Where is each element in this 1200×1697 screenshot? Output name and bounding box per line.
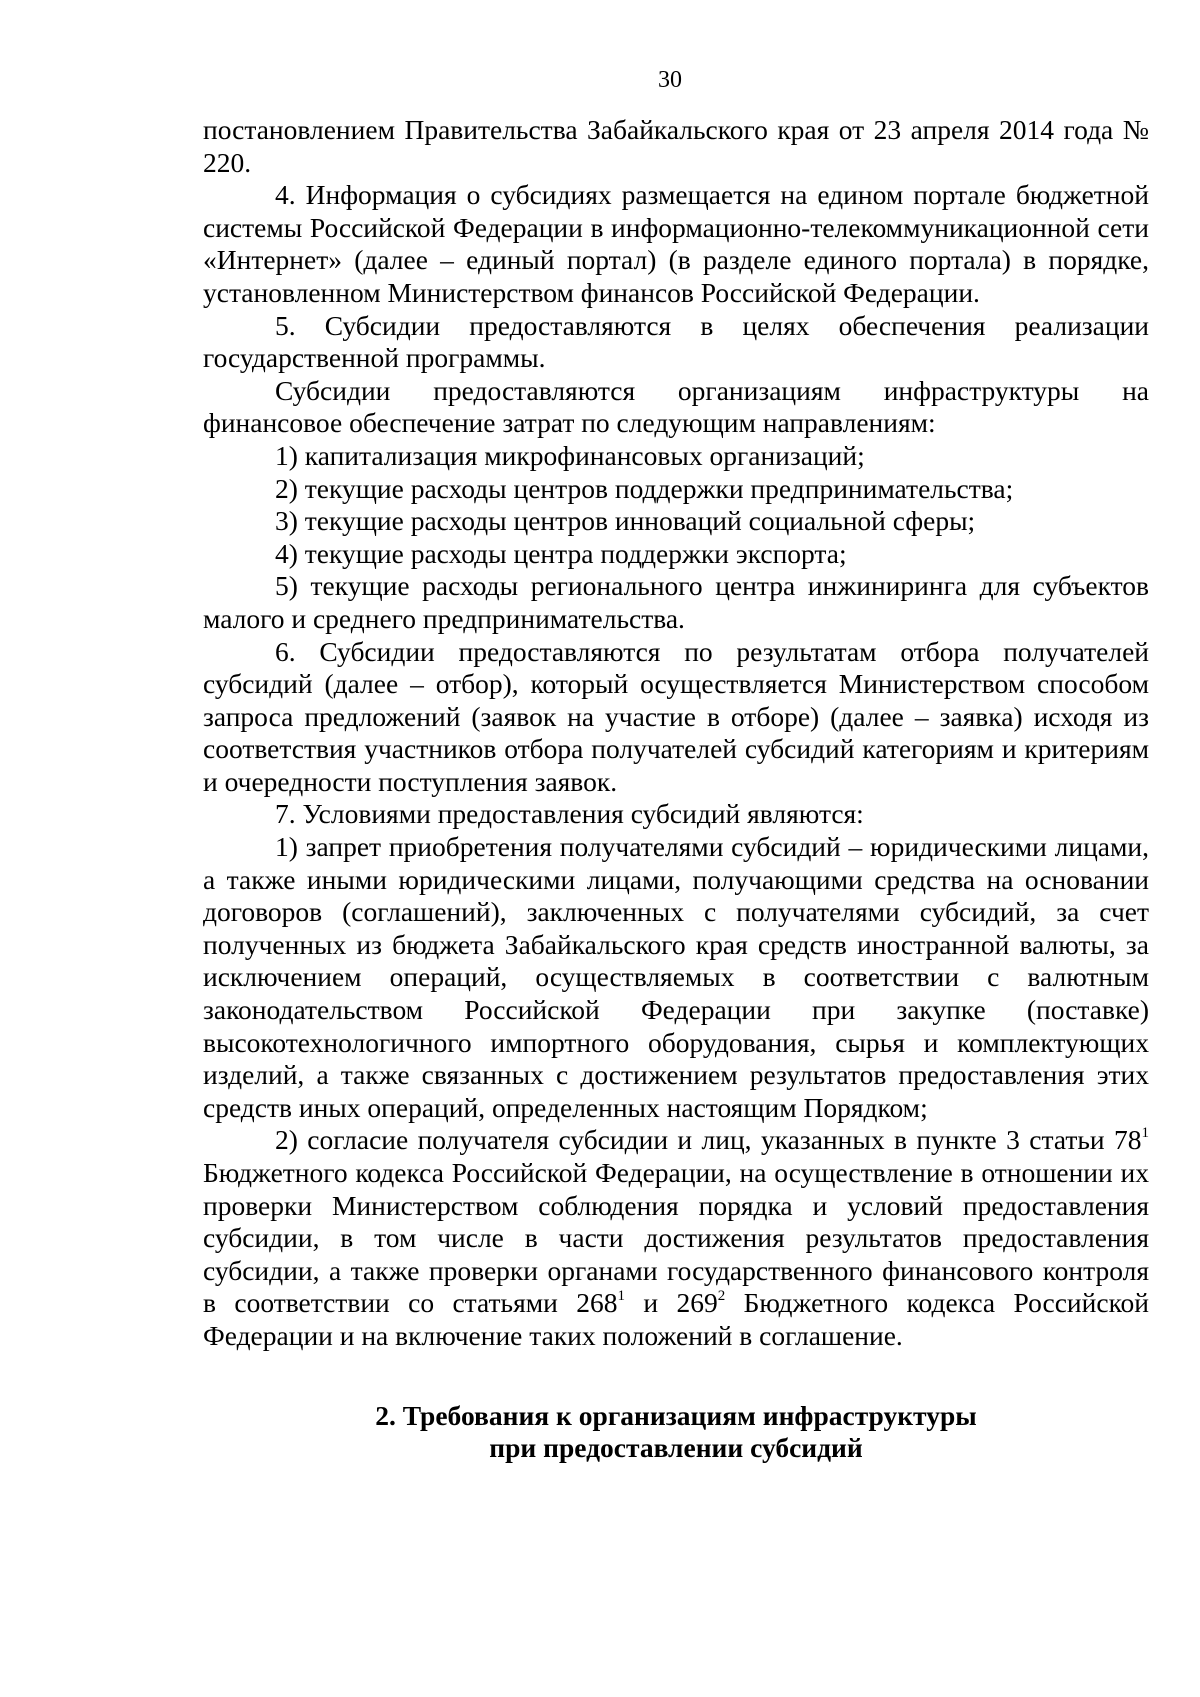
list-item-direction-5: 5) текущие расходы регионального центра инжиниринга для субъектов малого и среднего предпринимательства. <box>203 570 1149 634</box>
superscript-3: 2 <box>717 1288 726 1305</box>
paragraph-item-6: 6. Субсидии предоставляются по результатам отбора получателей субсидий (далее – отбор), который осуществляется Министерством способом запроса предложений (заявок на участие в отборе) (далее – заявка) исходя из соответствия участников отбора получателей субсидий категориям и критериям и очередности поступления заявок. <box>203 635 1149 797</box>
list-item-direction-1: 1) капитализация микрофинансовых организаций; <box>275 439 865 471</box>
section-heading-line-1: 2. Требования к организациям инфраструктуры <box>375 1399 977 1431</box>
section-heading <box>203 1400 1149 1465</box>
list-item-direction-4: 4) текущие расходы центра поддержки экспорта; <box>275 537 847 569</box>
list-item-direction-3: 3) текущие расходы центров инноваций социальной сферы; <box>275 505 976 537</box>
superscript-2: 1 <box>617 1288 625 1305</box>
list-item-condition-2 <box>203 1124 1149 1352</box>
paragraph-item-4: 4. Информация о субсидиях размещается на едином портале бюджетной системы Российской Федерации в информационно-телекоммуникационной сети «Интернет» (далее – единый портал) (в разделе единого портала) в порядке, установленном Министерством финансов Российской Федерации. <box>203 179 1149 308</box>
superscript-1: 1 <box>1141 1125 1149 1142</box>
condition-2-text-part-4: Бюджетного кодекса Российской Федерации и на включение таких положений в соглашение. <box>203 1287 1150 1351</box>
paragraph-item-7: 7. Условиями предоставления субсидий являются: <box>275 798 864 830</box>
page-number: 30 <box>658 67 682 93</box>
paragraph-item-5: 5. Субсидии предоставляются в целях обеспечения реализации государственной программы. <box>203 309 1149 374</box>
paragraph-continuation: постановлением Правительства Забайкальского края от 23 апреля 2014 года № 220. <box>203 114 1149 178</box>
document-body <box>203 114 1149 1465</box>
list-item-direction-2: 2) текущие расходы центров поддержки предпринимательства; <box>275 472 1014 504</box>
condition-2-text-part-2: Бюджетного кодекса Российской Федерации, на осуществление в отношении их проверки Министерством соблюдения порядка и условий предоставления субсидии, в том числе в части достижения результатов предоставления субсидии, а также проверки органами государственного финансового контроля в соответствии со статьями 268 <box>203 1157 1149 1319</box>
condition-2-text-part-1: 2) согласие получателя субсидии и лиц, указанных в пункте 3 статьи 78 <box>275 1124 1142 1156</box>
paragraph-subsidy-directions: Субсидии предоставляются организациям инфраструктуры на финансовое обеспечение затрат по следующим направлениям: <box>203 374 1149 439</box>
list-item-condition-1: 1) запрет приобретения получателями субсидий – юридическими лицами, а также иными юридическими лицами, получающими средства на основании договоров (соглашений), заключенных с получателями субсидий, за счет полученных из бюджета Забайкальского края средств иностранной валюты, за исключением операций, осуществляемых в соответствии с валютным законодательством Российской Федерации при закупке (поставке) высокотехнологичного импортного оборудования, сырья и комплектующих изделий, а также связанных с достижением результатов предоставления этих средств иных операций, определенных настоящим Порядком; <box>203 831 1149 1123</box>
condition-2-text-part-3: и 269 <box>624 1287 718 1319</box>
section-heading-line-2: при предоставлении субсидий <box>489 1432 863 1464</box>
